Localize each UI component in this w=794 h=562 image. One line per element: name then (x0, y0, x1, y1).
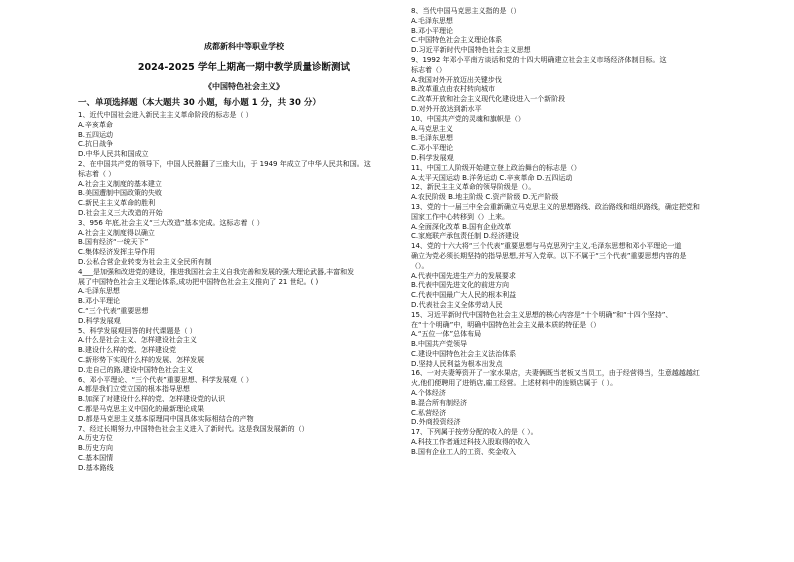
question-line: C.改革开放和社会主义现代化建设进入一个新阶段 (411, 95, 566, 104)
question-line: C.建设中国特色社会主义法治体系 (411, 349, 517, 358)
question-line: D.都是马克思主义基本原理同中国具体实际相结合的产物 (78, 414, 254, 423)
question-line: 13、党的十一届三中全会重新确立马克思主义的思想路线、政治路线和组织路线，确定把党和 (411, 202, 700, 211)
question-line: B.毛泽东思想 (411, 134, 454, 143)
question-line: A.历史方位 (78, 434, 113, 443)
question-line: B.历史方向 (78, 444, 114, 453)
question-line: A.社会主义制度的基本建立 (78, 179, 162, 188)
question-line: 国家工作中心转移到（）上来。 (411, 212, 509, 221)
question-line: B.美国遭制中国政策的失败 (78, 189, 163, 198)
question-line: A.什么是社会主义、怎样建设社会主义 (78, 336, 197, 345)
question-line: D.代表社会主义全体劳动人民 (411, 300, 503, 309)
question-line: C.中国特色社会主义理论体系 (411, 36, 503, 45)
question-line: A.“五位一体”总体布局 (411, 330, 482, 339)
question-line: A.马克思主义 (411, 124, 453, 133)
question-line: B.中国共产党领导 (411, 340, 468, 349)
question-line: C.邓小平理论 (411, 144, 454, 153)
question-line: 3、956 年底,社会主义“三大改造”基本完成。这标志着（ ） (78, 218, 264, 227)
question-line: 16、一对夫妻筹资开了一家水果店，夫妻俩既当老板又当员工，由于经营得当，生意越越越红 (411, 369, 700, 378)
question-line: C.私营经济 (411, 408, 447, 417)
question-line: D.科学发展观 (411, 153, 454, 162)
question-line: （）。 (411, 261, 429, 270)
question-line: C.“三个代表”重要思想 (78, 306, 149, 315)
question-line: 10、中国共产党的灵魂和旗帜是（） (411, 114, 525, 123)
question-line: B.国有企业工人的工资、奖金收入 (411, 447, 517, 456)
question-line: B.建设什么样的党、怎样建设党 (78, 346, 177, 355)
question-line: 标志着（） (411, 65, 446, 74)
question-line: D.社会主义三大改造的开始 (78, 208, 163, 217)
question-line: D.走自己的路,建设中国特色社会主义 (78, 365, 193, 374)
question-line: B.邓小平理论 (411, 26, 454, 35)
question-line: B.国有经济“一统天下” (78, 238, 149, 247)
question-line: A.全面深化改革 B.国有企业改革 (411, 222, 512, 231)
question-line: D.科学发展观 (78, 316, 121, 325)
question-line: B.加深了对建设什么样的党、怎样建设党的认识 (78, 395, 226, 404)
question-line: 标志着（ ） (78, 169, 116, 178)
question-line: 14、党的十六大将“三个代表”重要思想与马克思列宁主义,毛泽东思想和邓小平理论一道 (411, 242, 682, 251)
question-line: A.农民阶级 B.地主阶级 C.资产阶级 D.无产阶级 (411, 193, 559, 202)
question-line: B.五四运动 (78, 130, 114, 139)
question-line: 1、近代中国社会进入新民主主义革命阶段的标志是（ ） (78, 111, 253, 119)
question-line: 展了中国特色社会主义理论体系,成功把中国特色社会主义推向了 21 世纪。( ) (78, 277, 319, 286)
question-line: A.社会主义制度得以确立 (78, 228, 155, 237)
question-line: A.辛亥革命 (78, 120, 113, 129)
question-line: B.代表中国先进文化的前进方向 (411, 281, 510, 290)
question-line: B.邓小平理论 (78, 297, 121, 306)
question-line: A.太平天国运动 B.洋务运动 C.辛亥革命 D.五四运动 (411, 173, 573, 182)
exam-title: 2024-2025 学年上期高一期中教学质量诊断测试 (137, 62, 351, 73)
question-line: 9、1992 年邓小平南方谈话和党的十四大明确建立社会主义市场经济体制目标。这 (411, 55, 667, 64)
question-line: 2、在中国共产党的领导下，中国人民推翻了三座大山，于 1949 年成立了中华人民共和国。这 (78, 159, 371, 168)
question-line: 8、当代中国马克思主义指的是（） (411, 7, 521, 15)
question-line: A.代表中国先进生产力的发展要求 (411, 271, 516, 280)
question-line: 17、下列属于按劳分配的收入的是（ ）。 (411, 428, 538, 437)
question-line: D.坚持人民利益为根本出发点 (411, 359, 503, 368)
section-heading: 一、单项选择题（本大题共 30 小题，每小题 1 分，共 30 分） (78, 98, 321, 108)
question-line: 4___是加强和改进党的建设，推进我国社会主义自我完善和发展的强大理论武器,丰富和发 (78, 267, 355, 276)
right-question-list (411, 7, 745, 458)
right-column (411, 0, 745, 458)
question-line: B.改革重点由农村转向城市 (411, 85, 496, 94)
question-line: C.抗日战争 (78, 140, 114, 149)
question-line: C.家庭联产承包责任制 D.经济建设 (411, 232, 519, 241)
question-line: C.都是马克思主义中国化的最新理论成果 (78, 404, 205, 413)
question-line: A.科技工作者通过科技入股取得的收入 (411, 438, 530, 447)
question-line: D.基本路线 (78, 463, 114, 472)
question-line: D.习近平新时代中国特色社会主义思想 (411, 46, 531, 55)
question-line: 在“十个明确”中，明确中国特色社会主义最本质的特征是（） (411, 320, 601, 329)
left-column (78, 0, 410, 473)
question-line: D.外商投资经济 (411, 418, 461, 427)
question-line: A.个体经济 (411, 389, 446, 398)
question-line: C.基本国情 (78, 453, 114, 462)
question-line: 11、中国工人阶级开始建立登上政治舞台的标志是（） (411, 163, 581, 172)
question-line: A.我国对外开放迈出关键步伐 (411, 75, 502, 84)
subject-title: 《中国特色社会主义》 (204, 82, 284, 91)
question-line: A.毛泽东思想 (411, 16, 453, 25)
question-line: C.新民主主义革命的胜利 (78, 199, 156, 208)
question-line: 确立为党必须长期坚持的指导思想,并写入党章。以下不属于“三个代表”重要思想内容的是 (411, 251, 687, 260)
question-line: C.新形势下实现什么样的发展、怎样发展 (78, 355, 205, 364)
question-line: 火,他们便聘用了进销店,雇工经营。上述材料中的连锁店属于（ ）。 (411, 379, 618, 388)
question-line: B.混合所有制经济 (411, 398, 468, 407)
question-line: 12、新民主主义革命的领导阶级是（）。 (411, 183, 536, 192)
question-line: A.都是我们立党立国的根本指导思想 (78, 385, 190, 394)
question-line: D.公私合营企业转变为社会主义全民所有制 (78, 257, 212, 266)
question-line: 6、邓小平理论、“三个代表”重要思想、科学发展观（ ） (78, 375, 253, 384)
question-line: D.对外开放达到新水平 (411, 104, 482, 113)
school-name: 成都新科中等职业学校 (204, 42, 284, 51)
question-line: 7、经过长期努力,中国特色社会主义进入了新时代。这是我国发展新的（） (78, 424, 309, 433)
question-line: C.代表中国最广大人民的根本利益 (411, 291, 517, 300)
question-line: D.中华人民共和国成立 (78, 150, 149, 159)
question-line: 5、科学发展观回答的时代课题是（ ） (78, 326, 197, 335)
question-line: C.集体经济发挥主导作用 (78, 248, 156, 257)
question-line: 15、习近平新时代中国特色社会主义思想的核心内容是“十个明确”和“十四个坚持”、 (411, 310, 673, 319)
question-line: A.毛泽东思想 (78, 287, 120, 296)
left-question-list (78, 111, 410, 473)
